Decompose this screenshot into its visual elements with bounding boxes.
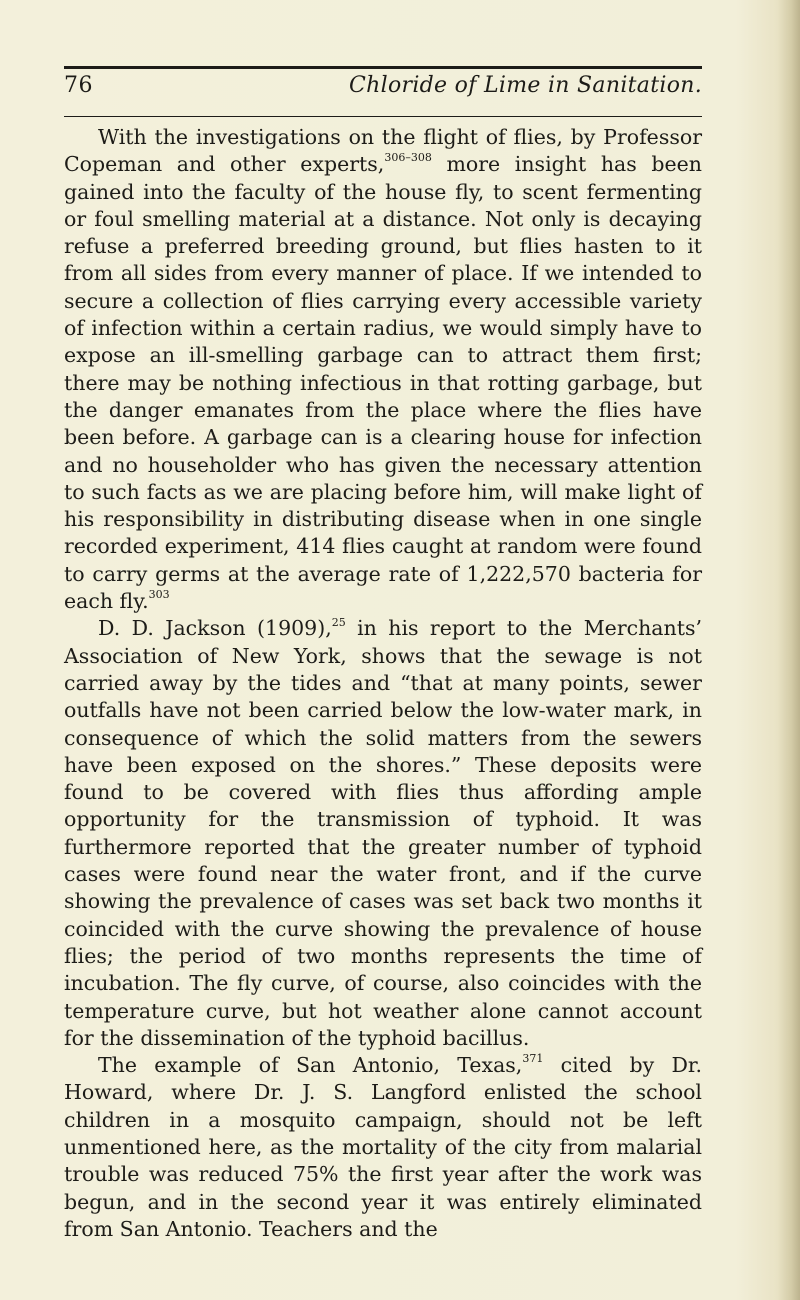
page-number: 76 (64, 73, 93, 98)
footnote-reference: 303 (148, 588, 170, 602)
paragraph (64, 615, 702, 1052)
footnote-reference: 306–308 (384, 151, 432, 165)
running-title: Chloride of Lime in Sanitation. (349, 73, 702, 98)
footnote-reference: 371 (522, 1052, 544, 1066)
paragraph-text: cited by Dr. Howard, where Dr. J. S. Langford enlisted the school children in a mosquito campaign, should not be left unmentioned here, as the mortality of the city from malarial trouble was reduced 75% the first year after the work was begun, and in the second year it was entirely eliminated from San Antonio. Teachers and the (64, 1053, 702, 1241)
footnote-reference: 25 (331, 615, 346, 629)
paragraph-text: The example of San Antonio, Texas, (98, 1053, 523, 1078)
paragraph-text: more insight has been gained into the faculty of the house fly, to scent fermenting or foul smelling material at a distance. Not only is decaying refuse a preferred breeding ground, but flies hasten to it from all sides from every manner of place. If we intended to secure a collection of flies carrying every accessible variety of infection within a certain radius, we would simply have to expose an ill-smelling garbage can to attract them first; there may be nothing infectious in that rotting garbage, but the danger emanates from the place where the flies have been before. A garbage can is a clearing house for infection and no householder who has given the necessary attention to such facts as we are placing before him, will make light of his responsibility in distributing disease when in one single recorded experiment, 414 flies caught at random were found to carry germs at the average rate of 1,222,570 bacteria for each fly. (64, 152, 702, 614)
page-header (64, 68, 702, 108)
paragraph-text: in his report to the Merchants’ Association of New York, shows that the sewage is not carried away by the tides and “that at many points, sewer outfalls have not been carried below the low-water mark, in consequence of which the solid matters from the sewers have been exposed on the shores.” These deposits were found to be covered with flies thus affording ample opportunity for the transmission of typhoid. It was furthermore reported that the greater number of typhoid cases were found near the water front, and if the curve showing the prevalence of cases was set back two months it coincided with the curve showing the prevalence of house flies; the period of two months represents the time of incubation. The fly curve, of course, also coincides with the temperature curve, but hot weather alone cannot account for the dissemination of the typhoid bacillus. (64, 616, 702, 1050)
paragraph (64, 1052, 702, 1243)
paragraph (64, 124, 702, 615)
paragraph-text: With the investigations on the flight of flies, by Professor Copeman and other experts, (64, 125, 702, 177)
page-edge-shadow (778, 0, 800, 1300)
header-rule-bottom (64, 116, 702, 117)
paragraph-text: D. D. Jackson (1909), (98, 616, 332, 641)
body-text (64, 124, 702, 1243)
